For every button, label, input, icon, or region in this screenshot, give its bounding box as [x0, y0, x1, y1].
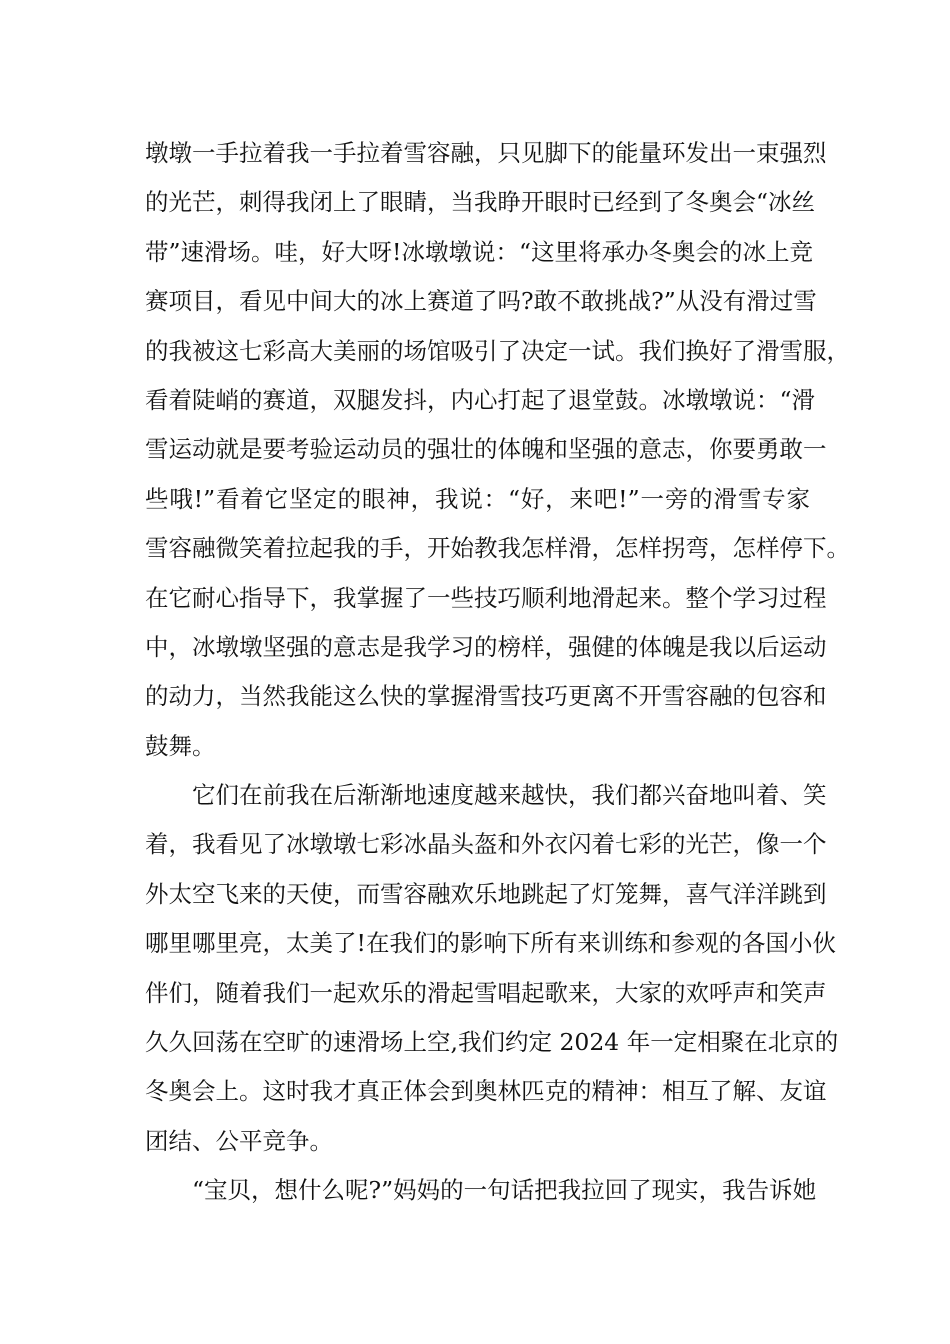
text-line: 带”速滑场。哇，好大呀!冰墩墩说：“这里将承办冬奥会的冰上竞 — [145, 237, 813, 266]
paragraph — [145, 129, 850, 771]
text-line: 看着陡峭的赛道，双腿发抖，内心打起了退堂鼓。冰墩墩说：“滑 — [145, 385, 816, 414]
text-line: 的动力，当然我能这么快的掌握滑雪技巧更离不开雪容融的包容和 — [145, 682, 827, 711]
text-line: “宝贝，想什么呢?”妈妈的一句话把我拉回了现实，我告诉她 — [192, 1176, 817, 1205]
text-line: 外太空飞来的天使，而雪容融欢乐地跳起了灯笼舞，喜气洋洋跳到 — [145, 879, 827, 908]
paragraph — [145, 1166, 817, 1215]
paragraph — [145, 771, 839, 1166]
text-line: 的光芒，刺得我闭上了眼睛，当我睁开眼时已经到了冬奥会“冰丝 — [145, 188, 816, 217]
text-line: 团结、公平竞争。 — [145, 1126, 333, 1155]
text-line: 墩墩一手拉着我一手拉着雪容融，只见脚下的能量环发出一束强烈 — [145, 139, 827, 167]
document-body — [145, 129, 850, 1216]
text-line: 着，我看见了冰墩墩七彩冰晶头盔和外衣闪着七彩的光芒，像一个 — [145, 830, 827, 859]
text-line: 雪容融微笑着拉起我的手，开始教我怎样滑，怎样拐弯，怎样停下。 — [145, 534, 850, 563]
text-line: 些哦!”看着它坚定的眼神，我说：“好，来吧!”一旁的滑雪专家 — [145, 484, 810, 513]
text-line: 中，冰墩墩坚强的意志是我学习的榜样，强健的体魄是我以后运动 — [145, 632, 827, 661]
text-line: 赛项目，看见中间大的冰上赛道了吗?敢不敢挑战?”从没有滑过雪 — [145, 287, 817, 316]
text-line: 久久回荡在空旷的速滑场上空,我们约定 2024 年一定相聚在北京的 — [145, 1028, 839, 1057]
text-line: 在它耐心指导下，我掌握了一些技巧顺利地滑起来。整个学习过程 — [145, 583, 827, 612]
text-line: 它们在前我在后渐渐地速度越来越快，我们都兴奋地叫着、笑 — [192, 781, 827, 810]
text-line: 雪运动就是要考验运动员的强壮的体魄和坚强的意志，你要勇敢一 — [145, 435, 827, 464]
text-line: 伴们，随着我们一起欢乐的滑起雪唱起歌来，大家的欢呼声和笑声 — [145, 978, 827, 1007]
text-line: 哪里哪里亮，太美了!在我们的影响下所有来训练和参观的各国小伙 — [145, 929, 836, 958]
text-line: 冬奥会上。这时我才真正体会到奥林匹克的精神：相互了解、友谊 — [145, 1077, 827, 1106]
text-line: 鼓舞。 — [145, 731, 216, 760]
text-line: 的我被这七彩高大美丽的场馆吸引了决定一试。我们换好了滑雪服， — [145, 336, 850, 365]
